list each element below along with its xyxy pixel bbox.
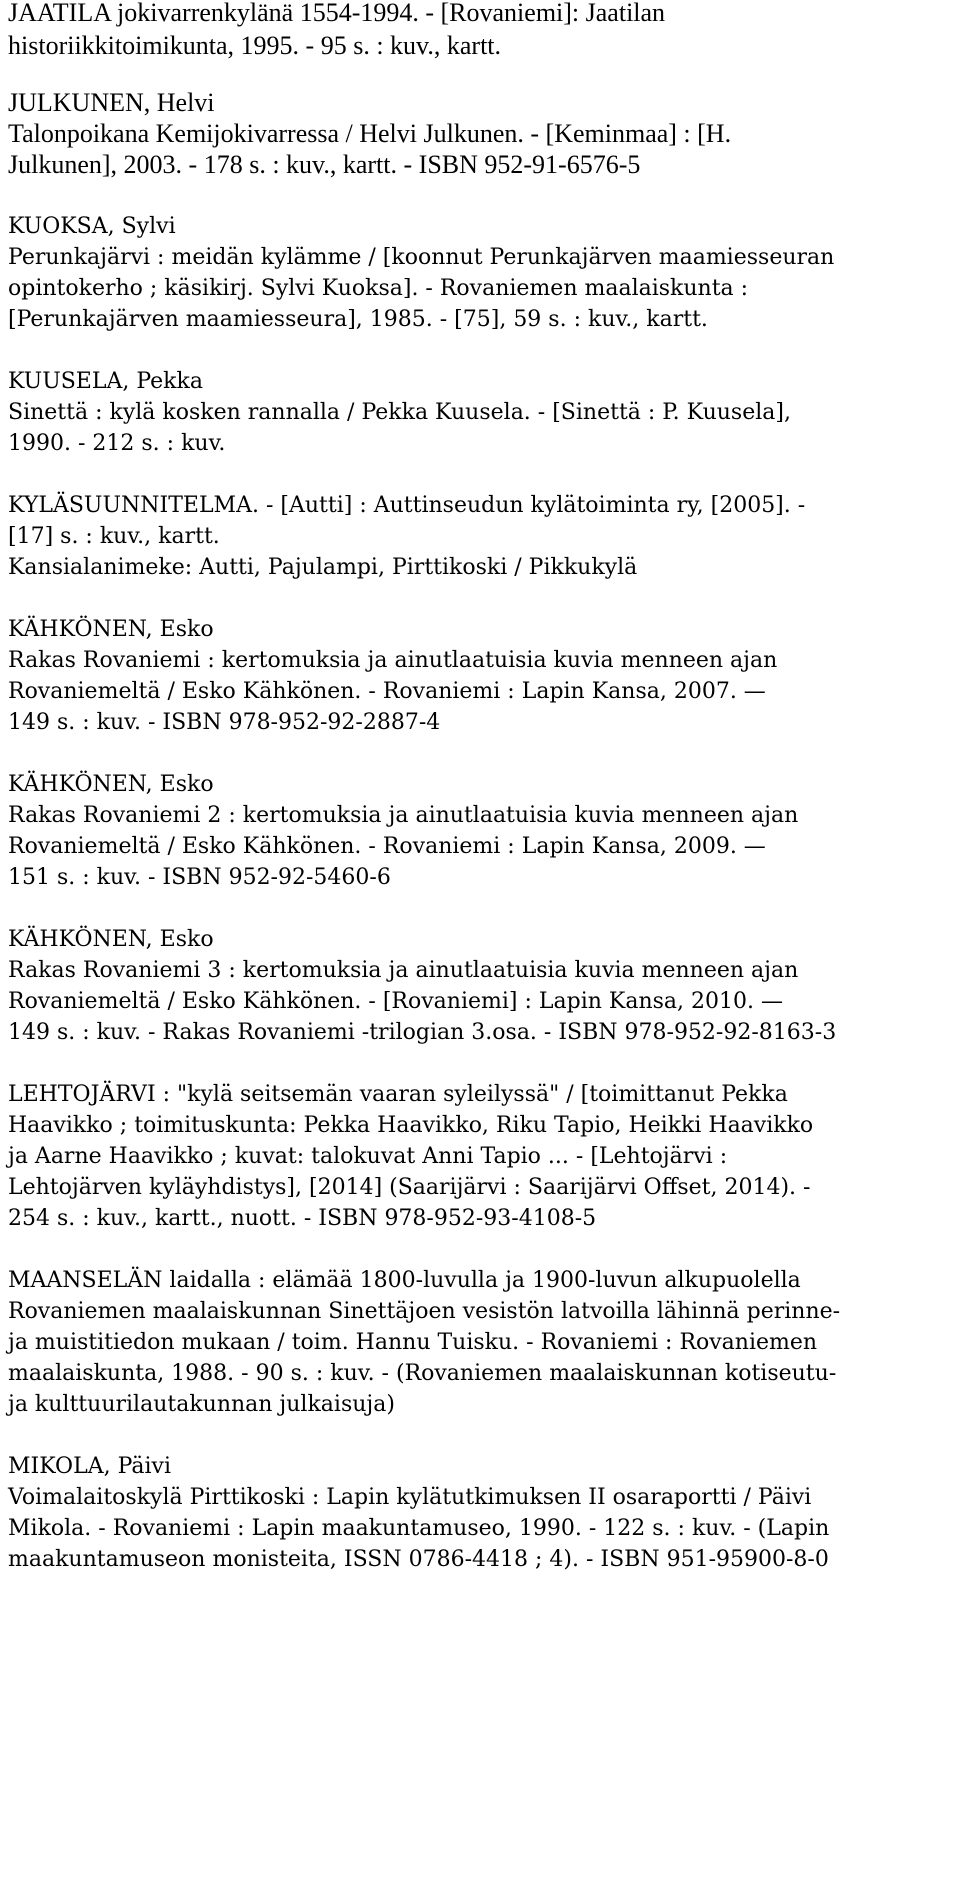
entry-line: Haavikko ; toimituskunta: Pekka Haavikko, Riku Tapio, Heikki Haavikko bbox=[8, 1113, 814, 1138]
entry-line: Voimalaitoskylä Pirttikoski : Lapin kylätutkimuksen II osaraportti / Päivi bbox=[8, 1485, 812, 1510]
entry-line: 149 s. : kuv. - Rakas Rovaniemi -trilogian 3.osa. - ISBN 978-952-92-8163-3 bbox=[8, 1020, 837, 1045]
entry-line: Rovaniemeltä / Esko Kähkönen. - Rovaniemi : Lapin Kansa, 2009. — bbox=[8, 834, 766, 859]
entry-line: Rakas Rovaniemi : kertomuksia ja ainutlaatuisia kuvia menneen ajan bbox=[8, 648, 778, 673]
entry-line: maalaiskunta, 1988. - 90 s. : kuv. - (Rovaniemen maalaiskunnan kotiseutu- bbox=[8, 1361, 837, 1386]
entry-title-line: MAANSELÄN laidalla : elämää 1800-luvulla ja 1900-luvun alkupuolella bbox=[8, 1268, 801, 1293]
entry-author-line: KÄHKÖNEN, Esko bbox=[8, 927, 214, 952]
entry-line: Mikola. - Rovaniemi : Lapin maakuntamuseo, 1990. - 122 s. : kuv. - (Lapin bbox=[8, 1516, 830, 1541]
entry-line: ja muistitiedon mukaan / toim. Hannu Tuisku. - Rovaniemi : Rovaniemen bbox=[8, 1330, 818, 1355]
entry-line: opintokerho ; käsikirj. Sylvi Kuoksa]. - Rovaniemen maalaiskunta : bbox=[8, 276, 749, 301]
entry-line: maakuntamuseon monisteita, ISSN 0786-4418 ; 4). - ISBN 951-95900-8-0 bbox=[8, 1547, 829, 1572]
entry-line: ja kulttuurilautakunnan julkaisuja) bbox=[8, 1392, 395, 1417]
entry-title-line: KYLÄSUUNNITELMA. - [Autti] : Auttinseudun kylätoiminta ry, [2005]. - bbox=[8, 493, 806, 518]
entry-line: Rovaniemeltä / Esko Kähkönen. - [Rovaniemi] : Lapin Kansa, 2010. — bbox=[8, 989, 783, 1014]
entry-line: 254 s. : kuv., kartt., nuott. - ISBN 978-952-93-4108-5 bbox=[8, 1206, 597, 1231]
entry-line: 149 s. : kuv. - ISBN 978-952-92-2887-4 bbox=[8, 710, 441, 735]
entry-line: Lehtojärven kyläyhdistys], [2014] (Saarijärvi : Saarijärvi Offset, 2014). - bbox=[8, 1175, 811, 1200]
entry-note-line: Kansialanimeke: Autti, Pajulampi, Pirttikoski / Pikkukylä bbox=[8, 555, 638, 580]
entry-line: Rakas Rovaniemi 3 : kertomuksia ja ainutlaatuisia kuvia menneen ajan bbox=[8, 958, 799, 983]
entry-author-line: JULKUNEN, Helvi bbox=[8, 88, 215, 117]
entry-line: historiikkitoimikunta, 1995. - 95 s. : kuv., kartt. bbox=[8, 31, 502, 60]
entry-line: Rovaniemen maalaiskunnan Sinettäjoen vesistön latvoilla lähinnä perinne- bbox=[8, 1299, 841, 1324]
entry-line: 151 s. : kuv. - ISBN 952-92-5460-6 bbox=[8, 865, 391, 890]
entry-author-line: KUOKSA, Sylvi bbox=[8, 214, 176, 239]
entry-line: Rakas Rovaniemi 2 : kertomuksia ja ainutlaatuisia kuvia menneen ajan bbox=[8, 803, 799, 828]
entry-author-line: KÄHKÖNEN, Esko bbox=[8, 617, 214, 642]
entry-author-line: KÄHKÖNEN, Esko bbox=[8, 772, 214, 797]
entry-title-line: JAATILA jokivarrenkylänä 1554-1994. - [Rovaniemi]: Jaatilan bbox=[8, 0, 666, 27]
entry-line: Julkunen], 2003. - 178 s. : kuv., kartt. - ISBN 952-91-6576-5 bbox=[8, 150, 641, 179]
entry-line: Perunkajärvi : meidän kylämme / [koonnut Perunkajärven maamiesseuran bbox=[8, 245, 835, 270]
entry-line: [17] s. : kuv., kartt. bbox=[8, 524, 220, 549]
entry-line: [Perunkajärven maamiesseura], 1985. - [75], 59 s. : kuv., kartt. bbox=[8, 307, 708, 332]
entry-line: ja Aarne Haavikko ; kuvat: talokuvat Anni Tapio ... - [Lehtojärvi : bbox=[8, 1144, 728, 1169]
entry-author-line: MIKOLA, Päivi bbox=[8, 1454, 172, 1479]
entry-line: Talonpoikana Kemijokivarressa / Helvi Julkunen. - [Keminmaa] : [H. bbox=[8, 119, 732, 148]
entry-line: 1990. - 212 s. : kuv. bbox=[8, 431, 226, 456]
entry-title-line: LEHTOJÄRVI : "kylä seitsemän vaaran syleilyssä" / [toimittanut Pekka bbox=[8, 1082, 788, 1107]
entry-line: Rovaniemeltä / Esko Kähkönen. - Rovaniemi : Lapin Kansa, 2007. — bbox=[8, 679, 766, 704]
entry-author-line: KUUSELA, Pekka bbox=[8, 369, 203, 394]
entry-line: Sinettä : kylä kosken rannalla / Pekka Kuusela. - [Sinettä : P. Kuusela], bbox=[8, 400, 791, 425]
